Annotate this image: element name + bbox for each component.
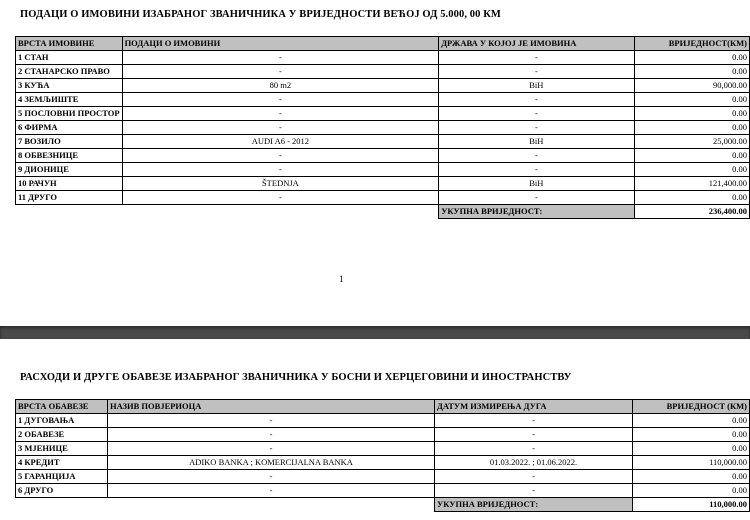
asset-type: 7 ВОЗИЛО — [16, 135, 123, 149]
asset-value: 0.00 — [634, 121, 749, 135]
table-row — [16, 51, 750, 65]
asset-type: 11 ДРУГО — [16, 191, 123, 205]
asset-country: - — [439, 107, 634, 121]
asset-value: 0.00 — [634, 93, 749, 107]
asset-type: 3 КУЋА — [16, 79, 123, 93]
liability-value: 0.00 — [633, 484, 750, 498]
asset-value: 0.00 — [634, 191, 749, 205]
liability-type: 5 ГАРАНЦИЈА — [16, 470, 108, 484]
asset-type: 4 ЗЕМЉИШТЕ — [16, 93, 123, 107]
asset-info: - — [122, 51, 439, 65]
asset-value: 0.00 — [634, 163, 749, 177]
header-liability-value: ВРИЈЕДНОСТ (КМ) — [633, 400, 750, 414]
settlement-date: - — [435, 470, 633, 484]
creditor: - — [108, 470, 435, 484]
settlement-date: 01.03.2022. ; 01.06.2022. — [435, 456, 633, 470]
asset-type: 1 СТАН — [16, 51, 123, 65]
asset-type: 2 СТАНАРСКО ПРАВО — [16, 65, 123, 79]
table-row — [16, 484, 750, 498]
table-row — [16, 177, 750, 191]
asset-value: 0.00 — [634, 51, 749, 65]
creditor: - — [108, 428, 435, 442]
table-row — [16, 191, 750, 205]
header-asset-info: ПОДАЦИ О ИМОВИНИ — [122, 37, 439, 51]
liabilities-total-row — [16, 498, 750, 512]
liability-type: 6 ДРУГО — [16, 484, 108, 498]
table-row — [16, 456, 750, 470]
table-row — [16, 65, 750, 79]
asset-country: - — [439, 191, 634, 205]
asset-type: 5 ПОСЛОВНИ ПРОСТОР — [16, 107, 123, 121]
table-row — [16, 121, 750, 135]
assets-section-title: ПОДАЦИ О ИМОВИНИ ИЗАБРАНОГ ЗВАНИЧНИКА У ВРИЈЕДНОСТИ ВЕЋОЈ ОД 5.000, 00 КМ — [20, 9, 501, 20]
table-row — [16, 107, 750, 121]
liability-value: 0.00 — [633, 470, 750, 484]
asset-info: - — [122, 107, 439, 121]
asset-country: BiH — [439, 79, 634, 93]
settlement-date: - — [435, 484, 633, 498]
asset-info: - — [122, 65, 439, 79]
assets-table — [15, 36, 750, 219]
settlement-date: - — [435, 428, 633, 442]
asset-country: - — [439, 121, 634, 135]
asset-info: - — [122, 191, 439, 205]
liabilities-header-row — [16, 400, 750, 414]
page-separator — [0, 326, 750, 339]
creditor: - — [108, 414, 435, 428]
liabilities-table — [15, 399, 750, 512]
page-number: 1 — [339, 274, 344, 284]
asset-info: - — [122, 149, 439, 163]
liability-type: 4 КРЕДИТ — [16, 456, 108, 470]
asset-value: 0.00 — [634, 65, 749, 79]
table-row — [16, 470, 750, 484]
table-row — [16, 163, 750, 177]
table-row — [16, 414, 750, 428]
assets-total-value: 236,400.00 — [634, 205, 749, 219]
asset-country: - — [439, 51, 634, 65]
creditor: ADIKO BANKA ; KOMERCIJALNA BANKA — [108, 456, 435, 470]
liability-type: 1 ДУГОВАЊА — [16, 414, 108, 428]
header-asset-country: ДРЖАВА У КОЈОЈ ЈЕ ИМОВИНА — [439, 37, 634, 51]
asset-info: - — [122, 93, 439, 107]
assets-total-row — [16, 205, 750, 219]
creditor: - — [108, 484, 435, 498]
liability-type: 2 ОБАВЕЗЕ — [16, 428, 108, 442]
liability-value: 0.00 — [633, 428, 750, 442]
settlement-date: - — [435, 414, 633, 428]
table-row — [16, 93, 750, 107]
table-row — [16, 442, 750, 456]
liability-value: 110,000.00 — [633, 456, 750, 470]
asset-country: - — [439, 93, 634, 107]
asset-value: 0.00 — [634, 149, 749, 163]
asset-country: BiH — [439, 135, 634, 149]
asset-info: - — [122, 121, 439, 135]
header-creditor: НАЗИВ ПОВЈЕРИОЦА — [108, 400, 435, 414]
asset-value: 121,400.00 — [634, 177, 749, 191]
asset-info: AUDI A6 - 2012 — [122, 135, 439, 149]
asset-info: 80 m2 — [122, 79, 439, 93]
table-row — [16, 79, 750, 93]
header-liability-type: ВРСТА ОБАВЕЗЕ — [16, 400, 108, 414]
assets-total-label: УКУПНА ВРИЈЕДНОСТ: — [439, 205, 634, 219]
header-asset-type: ВРСТА ИМОВИНЕ — [16, 37, 123, 51]
header-asset-value: ВРИЈЕДНОСТ(КМ) — [634, 37, 749, 51]
liability-value: 0.00 — [633, 414, 750, 428]
asset-type: 10 РАЧУН — [16, 177, 123, 191]
asset-country: - — [439, 149, 634, 163]
assets-header-row — [16, 37, 750, 51]
asset-value: 0.00 — [634, 107, 749, 121]
asset-info: - — [122, 163, 439, 177]
header-settlement-date: ДАТУМ ИЗМИРЕЊА ДУГА — [435, 400, 633, 414]
table-row — [16, 149, 750, 163]
asset-country: - — [439, 163, 634, 177]
table-row — [16, 135, 750, 149]
asset-country: - — [439, 65, 634, 79]
asset-info: ŠTEDNJA — [122, 177, 439, 191]
asset-country: BiH — [439, 177, 634, 191]
settlement-date: - — [435, 442, 633, 456]
liability-value: 0.00 — [633, 442, 750, 456]
asset-type: 9 ДИОНИЦЕ — [16, 163, 123, 177]
liability-type: 3 МЈЕНИЦЕ — [16, 442, 108, 456]
table-row — [16, 428, 750, 442]
asset-value: 25,000.00 — [634, 135, 749, 149]
liabilities-total-value: 110,000.00 — [633, 498, 750, 512]
asset-type: 6 ФИРМА — [16, 121, 123, 135]
creditor: - — [108, 442, 435, 456]
liabilities-total-label: УКУПНА ВРИЈЕДНОСТ: — [435, 498, 633, 512]
asset-value: 90,000.00 — [634, 79, 749, 93]
liabilities-section-title: РАСХОДИ И ДРУГЕ ОБАВЕЗЕ ИЗАБРАНОГ ЗВАНИЧНИКА У БОСНИ И ХЕРЦЕГОВИНИ И ИНОСТРАНСТВУ — [20, 372, 572, 383]
asset-type: 8 ОБВЕЗНИЦЕ — [16, 149, 123, 163]
